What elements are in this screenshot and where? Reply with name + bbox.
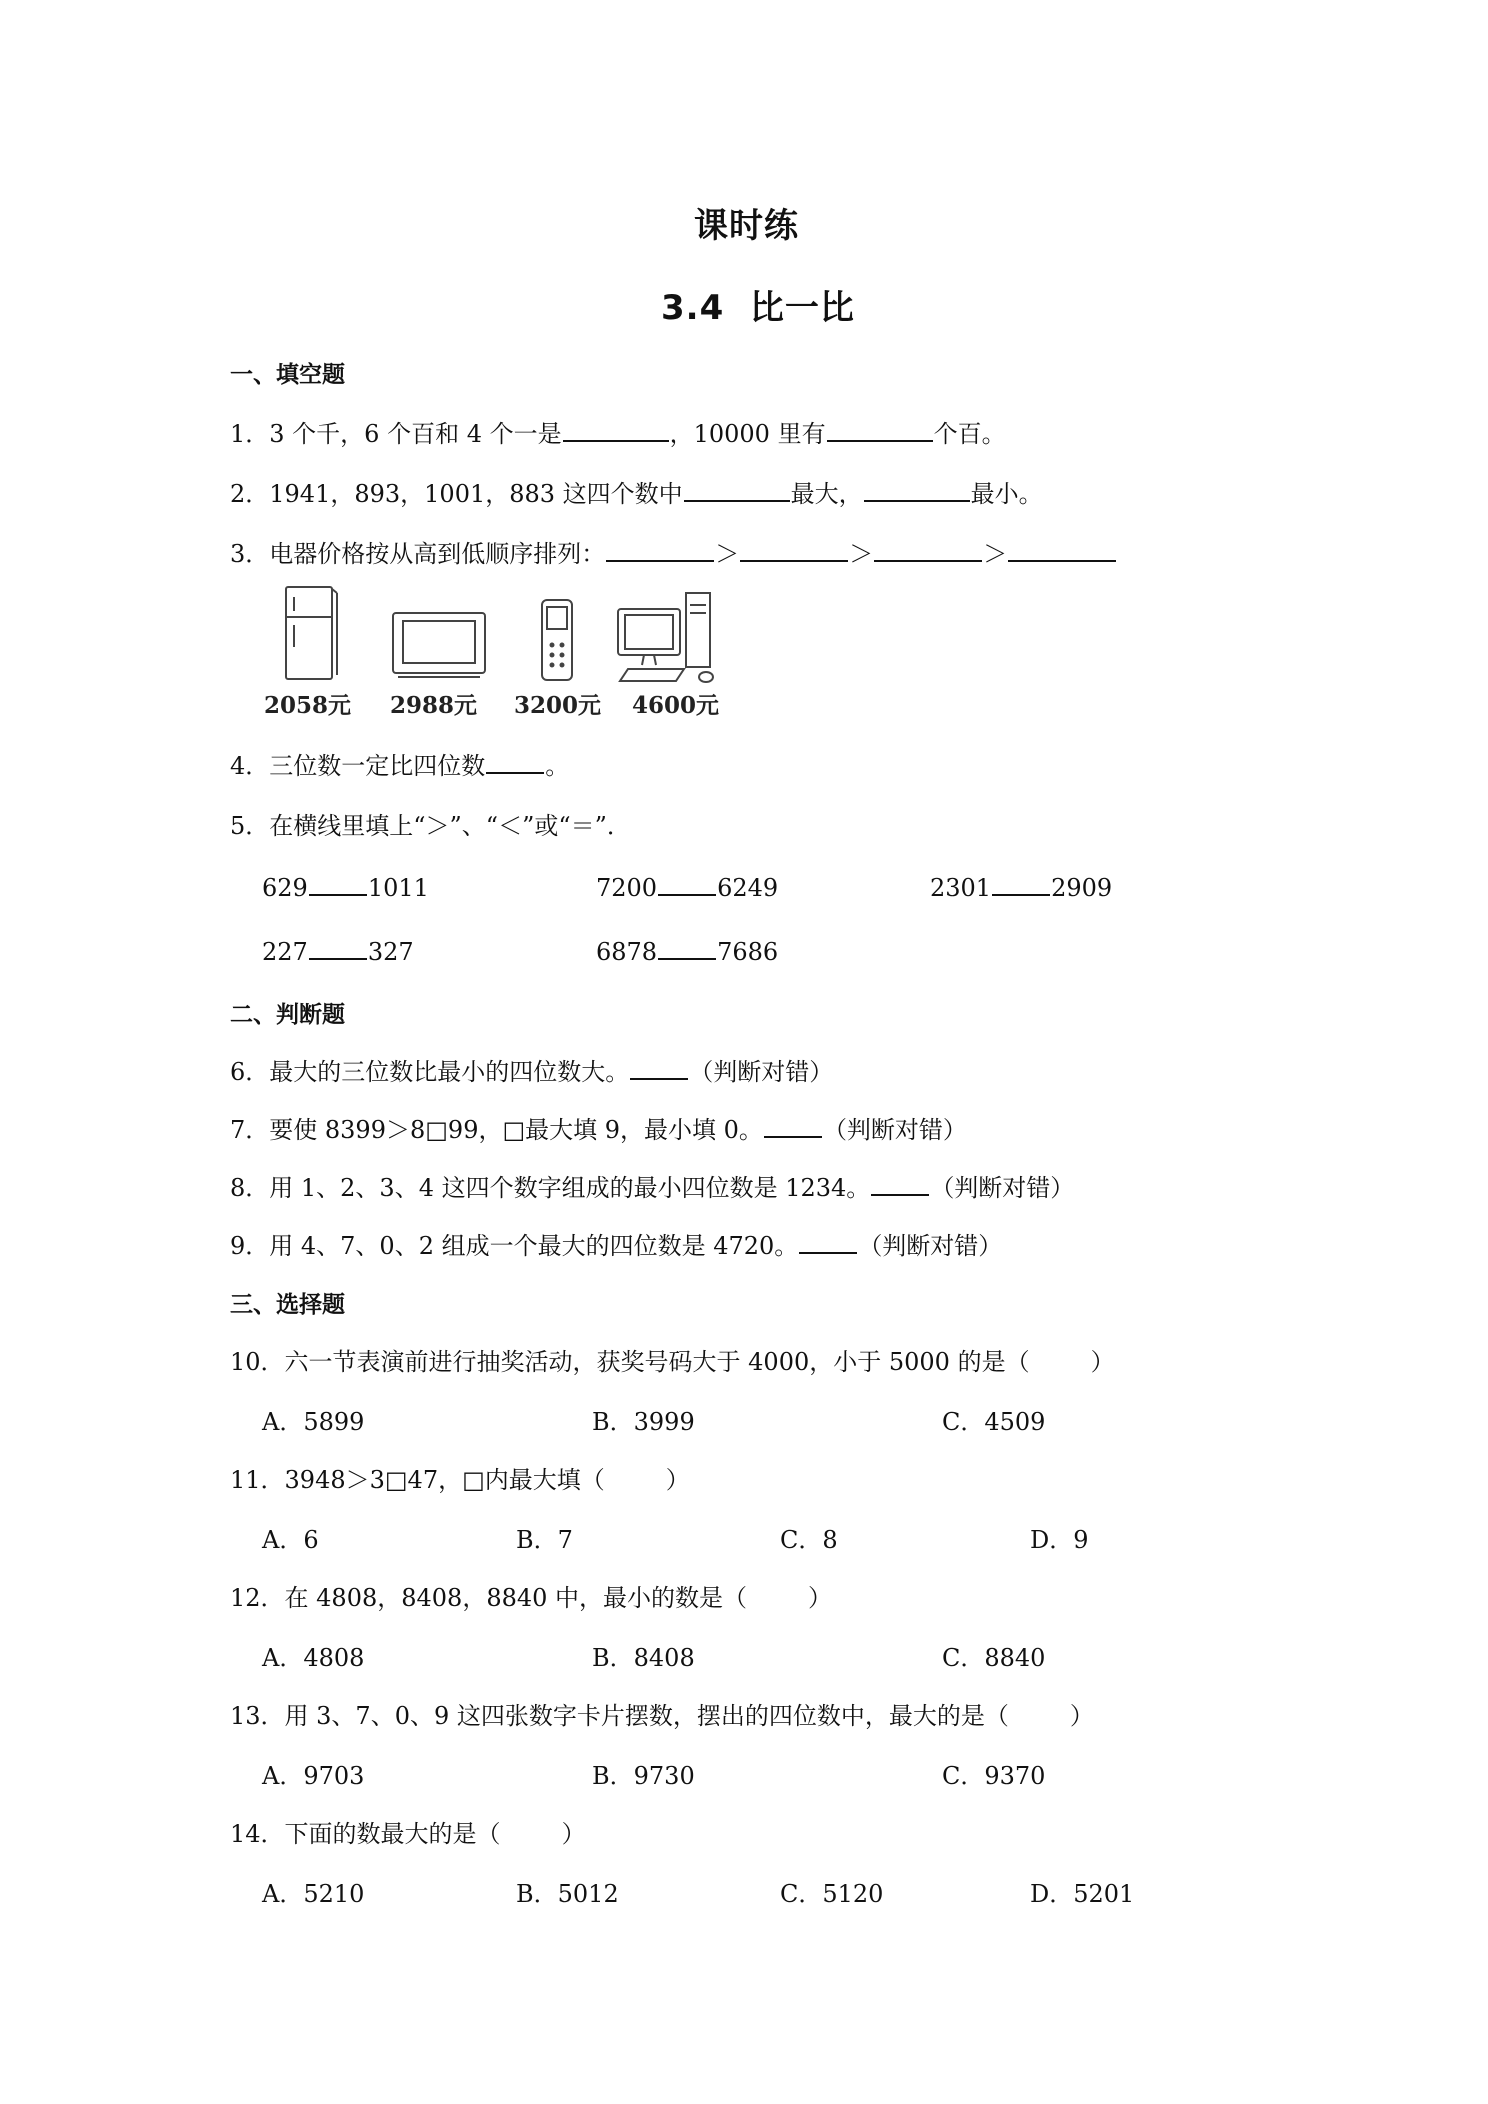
compare-left-number: 227	[262, 938, 308, 966]
answer-blank[interactable]	[658, 872, 716, 896]
question-4	[230, 746, 569, 781]
question-6	[230, 1052, 833, 1087]
appliance-price: 3200元	[514, 692, 602, 719]
section-heading-fill-blank: 一、填空题	[230, 362, 345, 388]
television-icon	[390, 607, 490, 681]
compare-right-number: 6249	[717, 874, 779, 902]
choice-option[interactable]: A．6	[262, 1526, 319, 1554]
appliance-figure	[262, 583, 742, 723]
compare-item	[262, 936, 414, 966]
choice-option[interactable]: A．5899	[262, 1408, 365, 1436]
answer-blank[interactable]	[309, 936, 367, 960]
choice-option[interactable]: B．9730	[592, 1762, 695, 1790]
answer-blank[interactable]	[871, 1172, 929, 1196]
question-4-text: 4．三位数一定比四位数	[230, 752, 486, 780]
choice-option[interactable]: A．4808	[262, 1644, 365, 1672]
question-9	[230, 1226, 1002, 1261]
answer-blank[interactable]	[684, 478, 790, 502]
compare-right-number: 7686	[717, 938, 779, 966]
question-8-hint: （判断对错）	[930, 1174, 1075, 1202]
question-2-text-a: 2．1941，893，1001，883 这四个数中	[230, 480, 683, 508]
page-title: 课时练	[694, 206, 799, 246]
choice-option[interactable]: C．5120	[780, 1880, 884, 1908]
question-1	[230, 414, 1006, 449]
section-heading-multiple-choice: 三、选择题	[230, 1292, 345, 1318]
question-8	[230, 1168, 1074, 1203]
answer-blank[interactable]	[740, 538, 848, 562]
answer-blank[interactable]	[658, 936, 716, 960]
compare-right-number: 2909	[1051, 874, 1113, 902]
answer-blank[interactable]	[486, 750, 544, 774]
appliance-price: 2988元	[390, 692, 478, 719]
choice-option[interactable]: D．9	[1030, 1526, 1089, 1554]
compare-item	[262, 872, 429, 902]
question-1-text-a: 1．3 个千，6 个百和 4 个一是	[230, 420, 562, 448]
compare-right-number: 327	[367, 938, 414, 966]
answer-blank[interactable]	[606, 538, 714, 562]
section-heading-true-false: 二、判断题	[230, 1002, 345, 1028]
compare-left-number: 629	[262, 874, 308, 902]
compare-left-number: 6878	[596, 938, 658, 966]
question-2-text-c: 最小。	[970, 480, 1043, 508]
compare-item	[596, 872, 778, 902]
choice-option[interactable]: C．8840	[942, 1644, 1046, 1672]
compare-right-number: 1011	[367, 874, 429, 902]
choice-option[interactable]: C．8	[780, 1526, 838, 1554]
answer-blank[interactable]	[764, 1114, 822, 1138]
question-6-hint: （判断对错）	[689, 1058, 834, 1086]
question-3	[230, 534, 1117, 569]
compare-left-number: 7200	[596, 874, 658, 902]
greater-than-sign: ＞	[715, 540, 740, 568]
choice-option[interactable]: D．5201	[1030, 1880, 1135, 1908]
question-6-text: 6．最大的三位数比最小的四位数大。	[230, 1058, 630, 1086]
question-9-text: 9．用 4、7、0、2 组成一个最大的四位数是 4720。	[230, 1232, 799, 1260]
mobile-phone-icon	[538, 597, 576, 683]
question-14: 14．下面的数最大的是（ ）	[230, 1820, 586, 1848]
answer-blank[interactable]	[309, 872, 367, 896]
question-13: 13．用 3、7、0、9 这四张数字卡片摆数，摆出的四位数中，最大的是（ ）	[230, 1702, 1094, 1730]
question-3-text: 3．电器价格按从高到低顺序排列：	[230, 540, 606, 568]
answer-blank[interactable]	[827, 418, 933, 442]
question-2-text-b: 最大，	[790, 480, 863, 508]
computer-icon	[614, 587, 722, 687]
choice-option[interactable]: B．7	[516, 1526, 573, 1554]
choice-option[interactable]: A．5210	[262, 1880, 365, 1908]
question-7-text: 7．要使 8399＞8□99，□最大填 9，最小填 0。	[230, 1116, 763, 1144]
greater-than-sign: ＞	[983, 540, 1008, 568]
question-1-text-b: ，10000 里有	[669, 420, 826, 448]
refrigerator-icon	[280, 583, 340, 685]
choice-option[interactable]: B．8408	[592, 1644, 695, 1672]
appliance-price: 4600元	[632, 692, 720, 719]
question-5: 5．在横线里填上“＞”、“＜”或“＝”．	[230, 812, 631, 840]
question-8-text: 8．用 1、2、3、4 这四个数字组成的最小四位数是 1234。	[230, 1174, 871, 1202]
question-12: 12．在 4808，8408，8840 中，最小的数是（ ）	[230, 1584, 833, 1612]
choice-option[interactable]: B．5012	[516, 1880, 619, 1908]
question-11: 11．3948＞3□47，□内最大填（ ）	[230, 1466, 690, 1494]
greater-than-sign: ＞	[849, 540, 874, 568]
question-7	[230, 1110, 967, 1145]
choice-option[interactable]: C．9370	[942, 1762, 1046, 1790]
answer-blank[interactable]	[799, 1230, 857, 1254]
lesson-subtitle: 3.4 比一比	[661, 288, 855, 328]
question-2	[230, 474, 1043, 509]
answer-blank[interactable]	[563, 418, 669, 442]
question-10: 10．六一节表演前进行抽奖活动，获奖号码大于 4000，小于 5000 的是（ ）	[230, 1348, 1115, 1376]
compare-item	[930, 872, 1112, 902]
choice-option[interactable]: A．9703	[262, 1762, 365, 1790]
answer-blank[interactable]	[992, 872, 1050, 896]
compare-item	[596, 936, 778, 966]
question-4-end: 。	[545, 752, 570, 780]
question-1-text-c: 个百。	[933, 420, 1006, 448]
answer-blank[interactable]	[864, 478, 970, 502]
choice-option[interactable]: C．4509	[942, 1408, 1046, 1436]
choice-option[interactable]: B．3999	[592, 1408, 695, 1436]
answer-blank[interactable]	[630, 1056, 688, 1080]
answer-blank[interactable]	[1008, 538, 1116, 562]
question-7-hint: （判断对错）	[822, 1116, 967, 1144]
compare-left-number: 2301	[930, 874, 992, 902]
appliance-price: 2058元	[264, 692, 352, 719]
question-9-hint: （判断对错）	[858, 1232, 1003, 1260]
answer-blank[interactable]	[874, 538, 982, 562]
